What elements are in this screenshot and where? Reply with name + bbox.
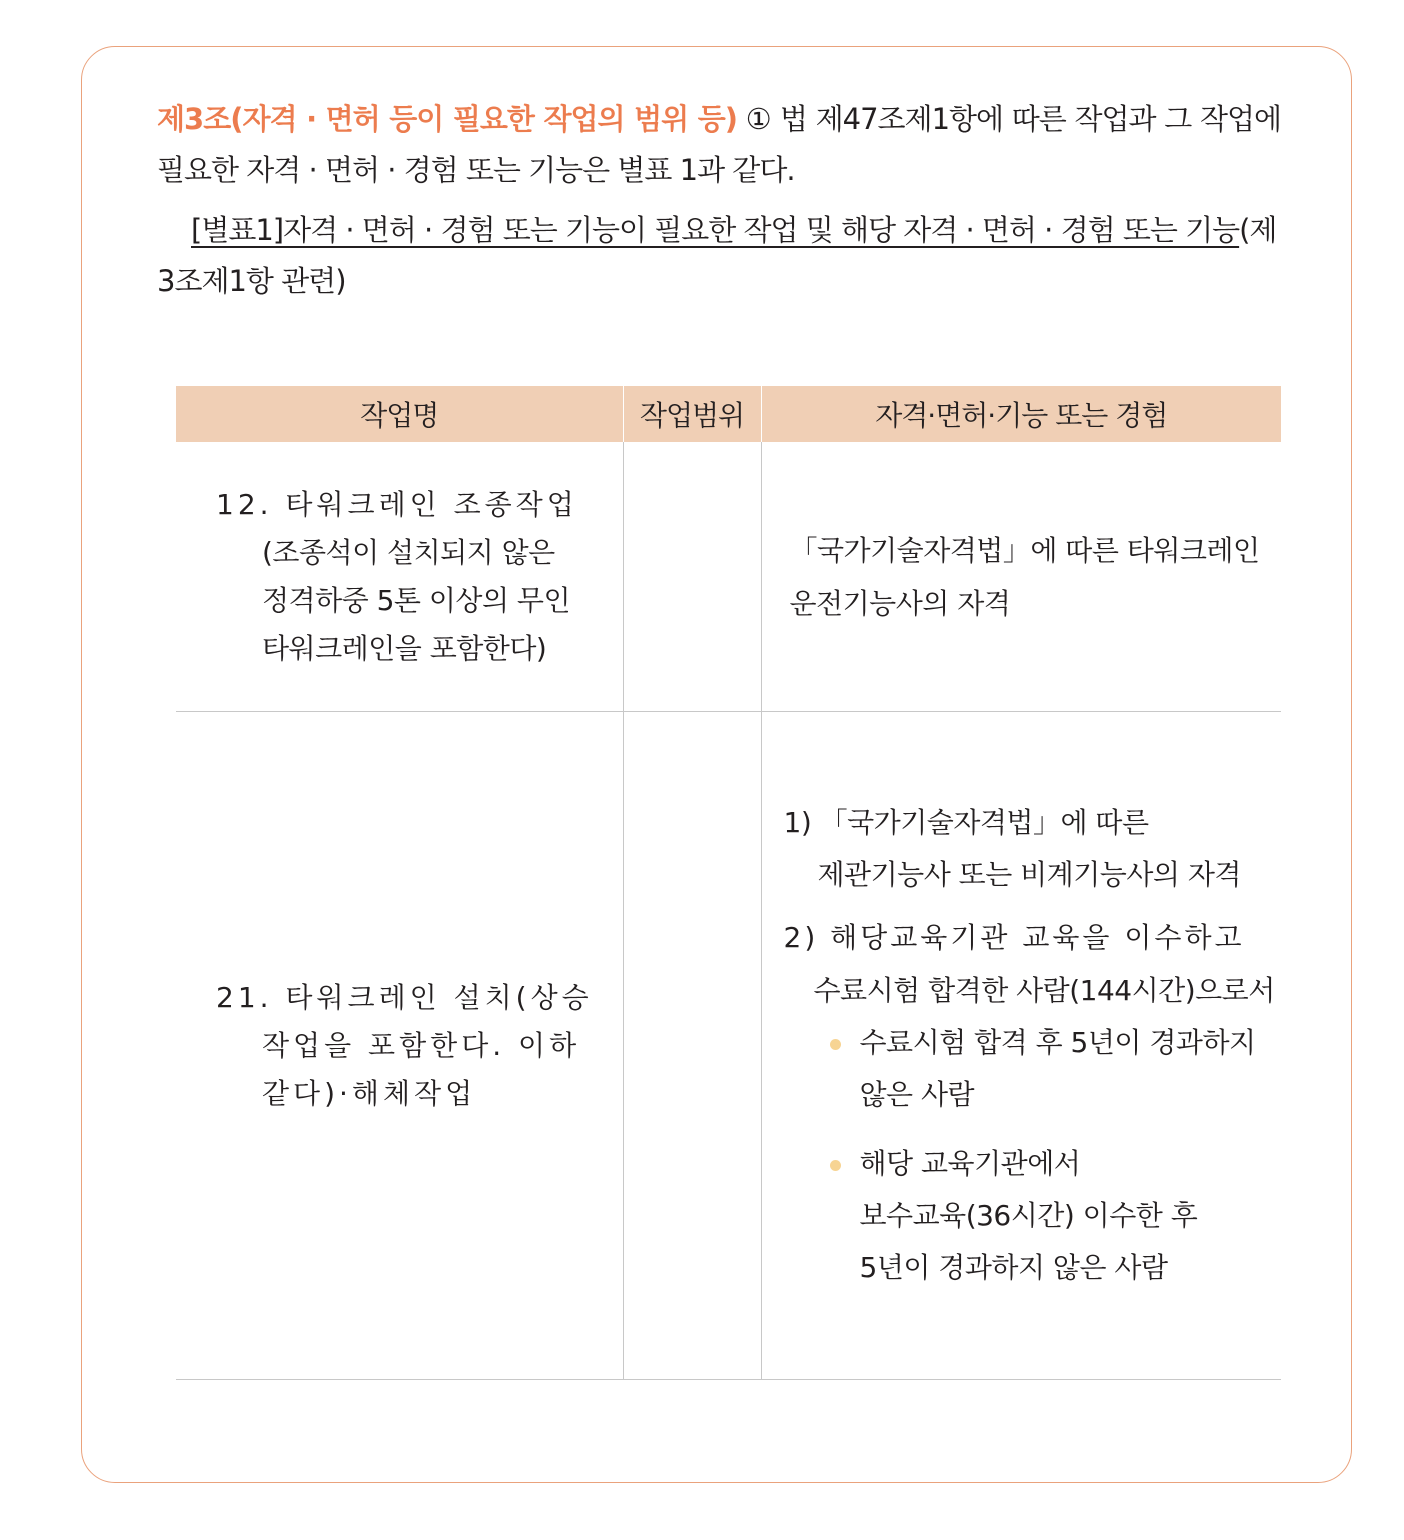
work-scope-cell bbox=[623, 712, 761, 1380]
bullet-line: 보수교육(36시간) 이수한 후 bbox=[859, 1199, 1198, 1232]
bullet-line: 수료시험 합격 후 5년이 경과하지 bbox=[859, 1026, 1256, 1059]
article-paragraph bbox=[157, 94, 1281, 196]
work-name-line: 21. 타워크레인 설치(상승 bbox=[216, 980, 593, 1014]
work-name-line: 타워크레인을 포함한다) bbox=[262, 631, 547, 665]
table-row bbox=[176, 442, 1281, 712]
work-name-line: 12. 타워크레인 조종작업 bbox=[216, 487, 578, 521]
work-name-line: 작업을 포함한다. 이하 bbox=[262, 1028, 581, 1062]
appendix-reference bbox=[157, 205, 1281, 307]
bullet-line: 해당 교육기관에서 bbox=[859, 1147, 1081, 1180]
qualification-cell bbox=[761, 442, 1281, 712]
qualification-line: 운전기능사의 자격 bbox=[789, 586, 1011, 620]
header-work-scope: 작업범위 bbox=[623, 386, 761, 442]
qualification-line: 「국가기술자격법」에 따른 타워크레인 bbox=[789, 533, 1260, 567]
table-row bbox=[176, 712, 1281, 1380]
article-title: 제3조(자격 · 면허 등이 필요한 작업의 범위 등) bbox=[157, 102, 738, 136]
work-name-line: 정격하중 5톤 이상의 무인 bbox=[262, 583, 570, 617]
qualification-item bbox=[784, 797, 1282, 901]
work-name-line: 같다)·해체작업 bbox=[262, 1076, 477, 1110]
work-name-line: (조종석이 설치되지 않은 bbox=[262, 535, 555, 569]
header-work-name: 작업명 bbox=[176, 386, 623, 442]
qualification-line: 2) 해당교육기관 교육을 이수하고 bbox=[783, 921, 1245, 954]
bullet-line: 않은 사람 bbox=[859, 1078, 975, 1111]
bullet-dot-icon bbox=[830, 1039, 841, 1050]
qualification-item bbox=[784, 911, 1282, 1017]
bullet-list bbox=[784, 1017, 1282, 1294]
bullet-line: 5년이 경과하지 않은 사람 bbox=[859, 1251, 1168, 1284]
article-body: ① 법 제47조제1항에 따른 작업과 그 작업에 필요한 자격 · 면허 · 경험 또는 기능은 별표 1과 같다. bbox=[157, 102, 1281, 187]
qualification-line: 수료시험 합격한 사람(144시간)으로서 bbox=[813, 974, 1275, 1007]
qualification-line: 제관기능사 또는 비계기능사의 자격 bbox=[817, 858, 1241, 891]
work-scope-cell bbox=[623, 442, 761, 712]
header-qualification: 자격·면허·기능 또는 경험 bbox=[761, 386, 1281, 442]
bullet-item bbox=[830, 1017, 1282, 1121]
bullet-dot-icon bbox=[830, 1160, 841, 1171]
appendix-suffix: (제3조제1항 관련) bbox=[157, 213, 1277, 298]
work-name-cell bbox=[176, 442, 623, 712]
table-header-row bbox=[176, 386, 1281, 442]
appendix-title: [별표1]자격 · 면허 · 경험 또는 기능이 필요한 작업 및 해당 자격 · 면허 · 경험 또는 기능 bbox=[191, 213, 1240, 247]
qualification-cell bbox=[761, 712, 1281, 1380]
work-name-cell bbox=[176, 712, 623, 1380]
appendix-table bbox=[176, 386, 1281, 1380]
qualification-line: 1) 「국가기술자격법」에 따른 bbox=[783, 806, 1149, 839]
bullet-item bbox=[830, 1138, 1282, 1294]
